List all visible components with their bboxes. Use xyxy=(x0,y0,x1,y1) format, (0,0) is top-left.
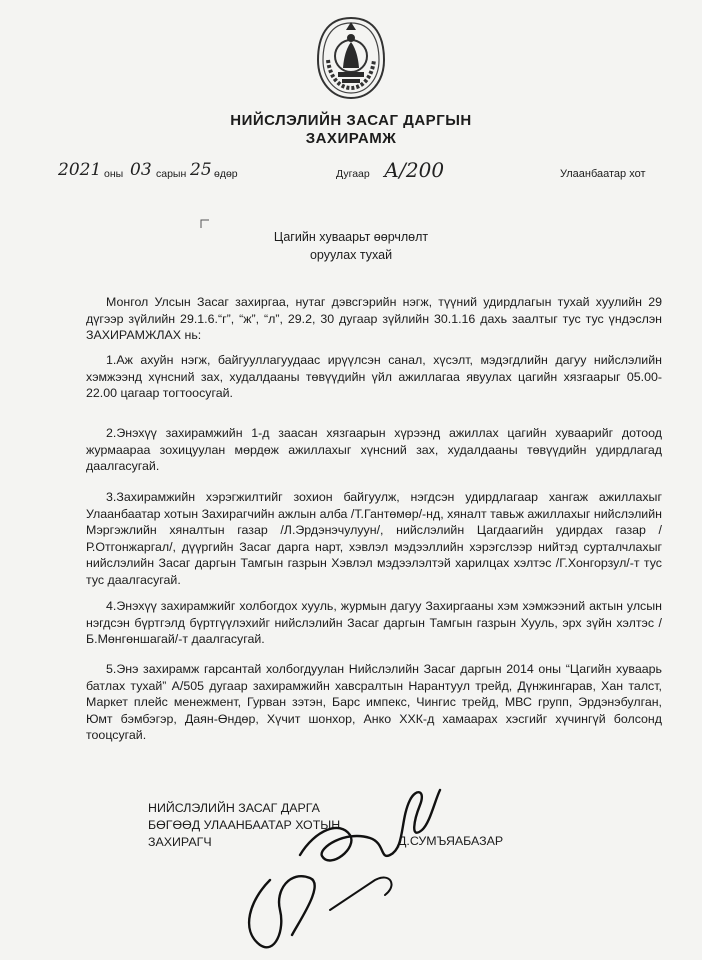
date-month-suffix: сарын xyxy=(156,168,187,180)
decree-item-2: 2.Энэхүү захирамжийн 1-д заасан хязгаарын хүрээнд ажиллах цагийн хуваарийг дотоод журмаараа зохицуулан мөрдөж ажиллахыг хүнсний зах, худалдааны төвүүдийн удирдлагад даалгасугай. xyxy=(86,426,662,474)
decree-item-5: 5.Энэ захирамж гарсантай холбогдуулан Нийслэлийн Засаг даргын 2014 оны “Цагийн хуваарь батлах тухай” А/505 дугаар захирамжийн хавсралтын Нарантуул трейд, Дүнжингарав, Хан талст, Маркет плейс менежмент, Гурван зэтэн, Барс импекс, Чингис трейд, МВС групп, Эрдэнэбулган, Юмт бэмбэгэр, Даян-Өндөр, Хүчит шонхор, Анко ХХК-д хамаарах хэсгийг хүчингүй болсонд тооцсугай. xyxy=(86,662,662,743)
subject-line-2: оруулах тухай xyxy=(309,248,393,262)
state-emblem-icon xyxy=(316,16,386,100)
date-year: 2021 xyxy=(58,160,102,180)
document-type-title: ЗАХИРАМЖ xyxy=(305,130,397,147)
city-label: Улаанбаатар хот xyxy=(560,168,646,180)
preamble-paragraph: Монгол Улсын Засаг захиргаа, нутаг дэвсгэрийн нэгж, түүний удирдлагын тухай хуулийн 29 дүгээр зүйлийн 29.1.6.“г”, “ж”, “л”, 29.2, 30 дугаар зүйлийн 30.1.16 дахь заалтыг тус тус үндэслэн ЗАХИРАМЖЛАХ нь: xyxy=(86,295,662,343)
number-label: Дугаар xyxy=(336,168,370,180)
date-month: 03 xyxy=(130,160,152,180)
signatory-name: Д.СУМЪЯАБАЗАР xyxy=(398,834,504,848)
signatory-title-line-1: НИЙСЛЭЛИЙН ЗАСАГ ДАРГА xyxy=(148,801,320,815)
subject-line-1: Цагийн хуваарьт өөрчлөлт xyxy=(273,230,429,244)
decree-item-1: 1.Аж ахуйн нэгж, байгууллагуудаас ирүүлсэн санал, хүсэлт, мэдэгдлийн дагуу нийслэлийн хэмжээнд хүнсний зах, худалдааны төвүүдийн үйл ажиллагаа явуулах цагийн хязгаарыг 05.00-22.00 цагаар тогтоосугай. xyxy=(86,353,662,401)
corner-mark xyxy=(200,216,210,226)
date-day: 25 xyxy=(190,160,212,180)
handwritten-signature xyxy=(230,760,470,960)
document-header-title: НИЙСЛЭЛИЙН ЗАСАГ ДАРГЫН xyxy=(230,112,472,129)
date-day-suffix: өдөр xyxy=(214,168,238,180)
decree-item-4: 4.Энэхүү захирамжийг холбогдох хууль, журмын дагуу Захиргааны хэм хэмжээний актын улсын нэгдсэн бүртгэлд бүртгүүлэхийг нийслэлийн Засаг даргын Тамгын газрын Хууль, эрх зүйн хэлтэс /Б.Мөнгөншагай/-т даалгасугай. xyxy=(86,599,662,647)
signatory-title-line-2: БӨГӨӨД УЛААНБААТАР ХОТЫН xyxy=(148,818,341,832)
decree-item-3: 3.Захирамжийн хэрэгжилтийг зохион байгуулж, нэгдсэн удирдлагаар хангаж ажиллахыг Улаанбаатар хотын Захирагчийн ажлын алба /Т.Гантөмөр/-нд, хяналт тавьж ажиллахыг нийслэлийн Мэргэжлийн хяналтын газар /Л.Эрдэнэчулуун/, нийслэлийн Цагдаагийн удирдах газар /Р.Отгонжаргал/, дүүргийн Засаг дарга нарт, хэвлэл мэдээллийн хэрэгслээр нийтэд сурталчлахыг нийслэлийн Засаг даргын Тамгын газрын Хэвлэл мэдээлэлтэй харилцах хэлтэс /Г.Хонгорзул/-т тус тус даалгасугай. xyxy=(86,490,662,587)
date-number-row xyxy=(0,160,702,186)
date-year-suffix: оны xyxy=(104,168,124,180)
number-value: А/200 xyxy=(384,158,445,182)
signatory-title-line-3: ЗАХИРАГЧ xyxy=(148,835,212,849)
